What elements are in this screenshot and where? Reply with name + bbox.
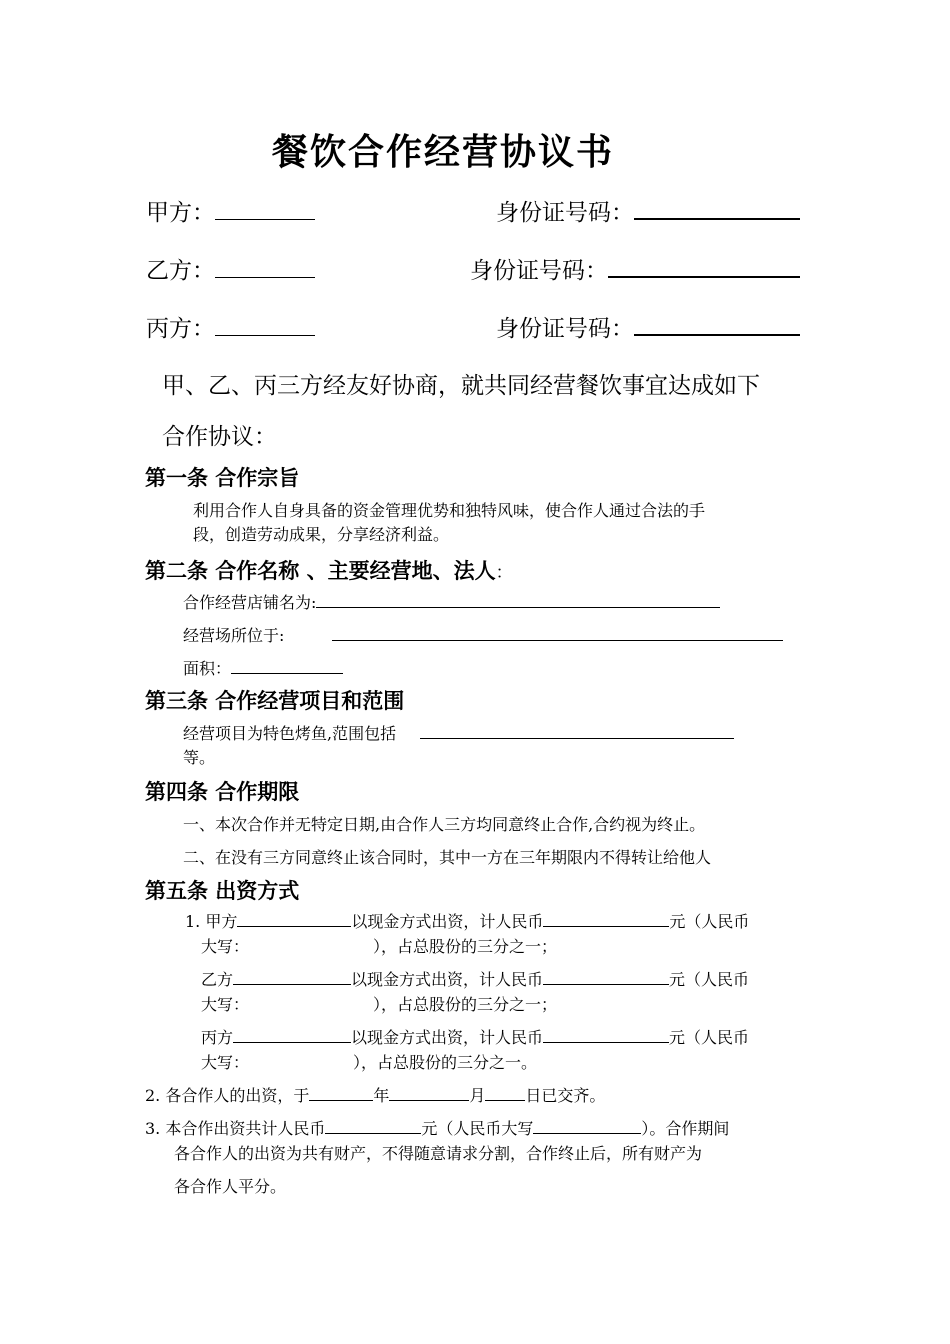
party-a-contribution-label: 1. 甲方	[185, 912, 238, 931]
party-b-contribution-line-2	[201, 992, 557, 1015]
article-3-line-1	[183, 721, 734, 744]
shop-name-label: 合作经营店铺名为:	[183, 593, 317, 612]
total-capital-label: 3. 本合作出资共计人民币	[145, 1119, 326, 1138]
party-c-share-text: ），占总股份的三分之一。	[353, 1053, 538, 1072]
intro-line-1: 甲、乙、丙三方经友好协商，就共同经营餐饮事宜达成如下	[162, 373, 760, 399]
year-blank[interactable]	[309, 1083, 373, 1101]
area-blank[interactable]	[231, 656, 343, 674]
party-c-id-row	[496, 310, 800, 343]
party-a-id-blank[interactable]	[634, 194, 800, 220]
intro-line-2: 合作协议：	[162, 424, 277, 450]
party-b-name-blank[interactable]	[215, 253, 315, 278]
article-4-line-2: 二、在没有三方同意终止该合同时，其中一方在三年期限内不得转让给他人	[183, 848, 712, 867]
article-3-line-2: 等。	[183, 748, 216, 767]
total-capital-uppercase-blank[interactable]	[533, 1116, 641, 1134]
party-b-id-label: 身份证号码：	[470, 258, 608, 285]
month-label: 月	[469, 1086, 486, 1105]
article-4-heading: 第四条 合作期限	[145, 779, 300, 804]
article-1-line-2: 段，创造劳动成果，分享经济利益。	[193, 525, 450, 544]
article-1-line-1: 利用合作人自身具备的资金管理优势和独特风味，使合作人通过合法的手	[193, 501, 706, 520]
article-4-line-1: 一、本次合作并无特定日期,由合作人三方均同意终止合作,合约视为终止。	[183, 815, 706, 834]
page-title: 餐饮合作经营协议书	[272, 131, 615, 173]
area-label: 面积：	[183, 659, 232, 678]
shop-name-blank[interactable]	[316, 590, 720, 608]
party-b-capital-label: 大写：	[201, 995, 250, 1014]
total-capital-blank[interactable]	[325, 1116, 421, 1134]
article-2-heading-text: 第二条 合作名称 、主要经营地、法人	[145, 558, 496, 583]
party-c-contribution-label: 丙方	[201, 1028, 234, 1047]
party-a-capital-label: 大写：	[201, 937, 250, 956]
total-capital-line-1	[145, 1116, 729, 1139]
party-c-contribution-line-2	[201, 1050, 537, 1073]
contribution-date-label: 2. 各合作人的出资，于	[145, 1086, 310, 1105]
total-capital-uppercase-label: 元（人民币大写	[421, 1119, 534, 1138]
party-c-contribution-unit: 元（人民币	[669, 1028, 750, 1047]
party-a-id-row	[496, 194, 800, 227]
party-b-share-text: ），占总股份的三分之一；	[373, 995, 558, 1014]
party-c-label: 丙方：	[146, 316, 215, 342]
day-label: 日已交齐。	[525, 1086, 606, 1105]
party-a-amount-blank[interactable]	[543, 909, 669, 927]
article-2-heading-colon: ：	[495, 563, 513, 583]
party-a-row	[146, 194, 315, 227]
party-c-id-label: 身份证号码：	[496, 316, 634, 343]
article-1-heading: 第一条 合作宗旨	[145, 465, 300, 490]
party-a-name-blank[interactable]	[215, 195, 315, 220]
party-c-amount-blank[interactable]	[543, 1025, 669, 1043]
party-b-amount-blank[interactable]	[543, 967, 669, 985]
party-b-id-blank[interactable]	[608, 252, 800, 278]
party-b-id-row	[470, 252, 800, 285]
shop-name-row	[183, 590, 720, 613]
party-b-contribution-line-1	[201, 967, 749, 990]
party-c-capital-label: 大写：	[201, 1053, 250, 1072]
site-row	[183, 623, 783, 646]
party-b-contribution-name-blank[interactable]	[233, 967, 351, 985]
party-b-contribution-text: 以现金方式出资，计人民币	[351, 970, 544, 989]
total-capital-tail: ）。合作期间	[641, 1119, 730, 1138]
day-blank[interactable]	[485, 1083, 525, 1101]
business-scope-blank[interactable]	[420, 721, 734, 739]
party-b-contribution-label: 乙方	[201, 970, 234, 989]
party-b-contribution-unit: 元（人民币	[669, 970, 750, 989]
party-c-contribution-name-blank[interactable]	[233, 1025, 351, 1043]
party-c-contribution-text: 以现金方式出资，计人民币	[351, 1028, 544, 1047]
area-row	[183, 656, 343, 679]
party-c-id-blank[interactable]	[634, 310, 800, 336]
party-c-contribution-line-1	[201, 1025, 749, 1048]
total-capital-line-2: 各合作人的出资为共有财产，不得随意请求分割，合作终止后，所有财产为	[174, 1144, 703, 1163]
month-blank[interactable]	[389, 1083, 469, 1101]
total-capital-line-3: 各合作人平分。	[174, 1177, 287, 1196]
party-a-share-text: ），占总股份的三分之一；	[373, 937, 558, 956]
article-5-heading: 第五条 出资方式	[145, 878, 300, 903]
party-a-contribution-text: 以现金方式出资，计人民币	[351, 912, 544, 931]
site-blank[interactable]	[332, 623, 783, 641]
party-a-id-label: 身份证号码：	[496, 200, 634, 227]
contribution-date-line	[145, 1083, 605, 1106]
party-b-label: 乙方：	[146, 258, 215, 284]
party-a-contribution-line-2	[201, 934, 557, 957]
party-a-contribution-line-1	[185, 909, 749, 932]
party-a-label: 甲方：	[146, 200, 215, 226]
party-a-contribution-unit: 元（人民币	[669, 912, 750, 931]
site-label: 经营场所位于:	[183, 626, 285, 645]
party-c-name-blank[interactable]	[215, 311, 315, 336]
business-scope-label: 经营项目为特色烤鱼,范围包括	[183, 724, 397, 743]
party-b-row	[146, 252, 315, 285]
year-label: 年	[373, 1086, 390, 1105]
article-3-heading: 第三条 合作经营项目和范围	[145, 688, 405, 713]
party-c-row	[146, 310, 315, 343]
party-a-contribution-name-blank[interactable]	[237, 909, 351, 927]
article-2-heading	[145, 555, 513, 585]
